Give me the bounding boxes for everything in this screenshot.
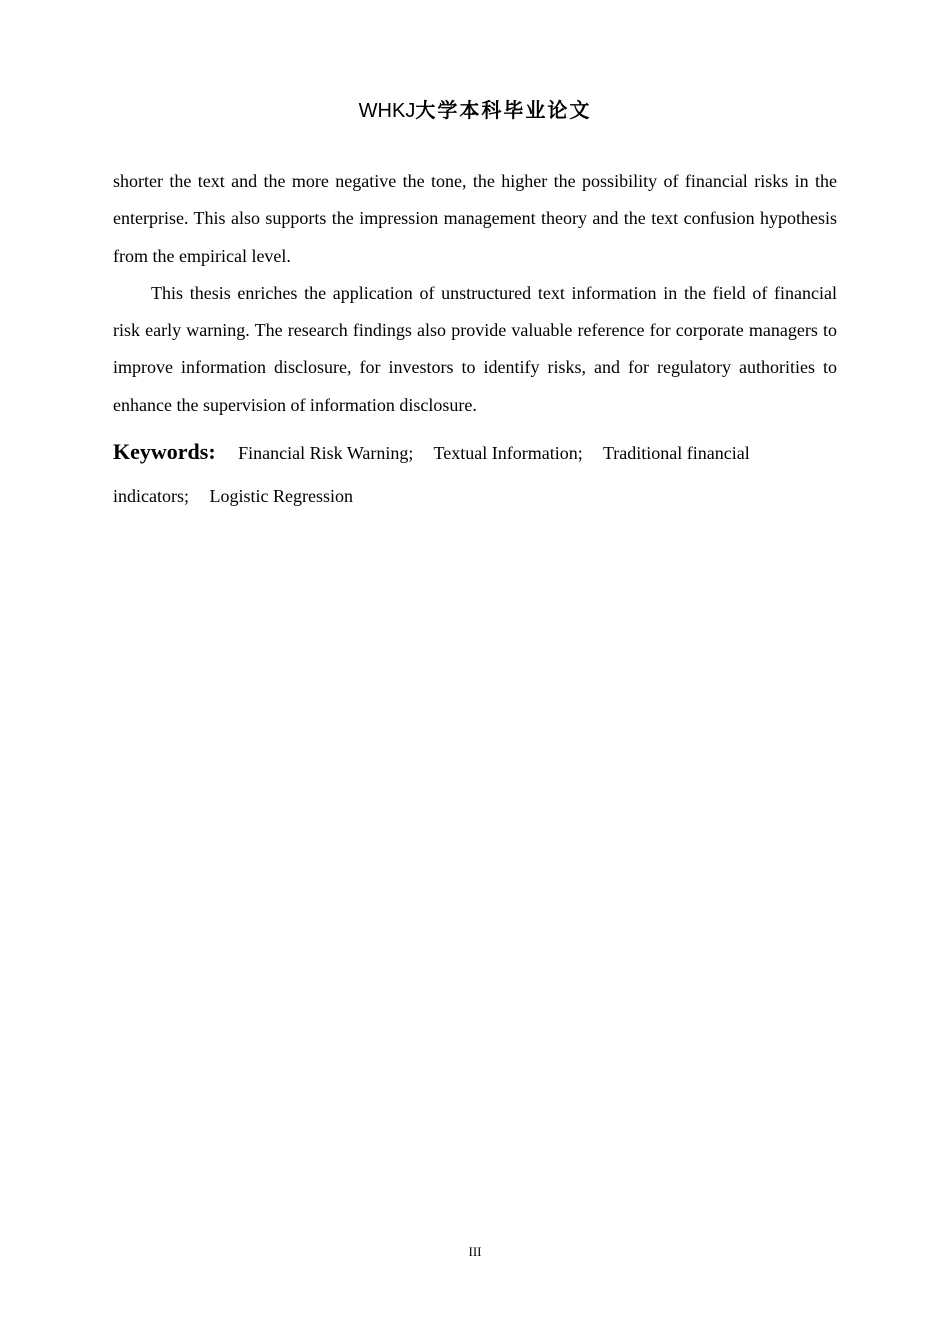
keyword-item: Logistic Regression: [209, 486, 353, 506]
keyword-item: Financial Risk Warning;: [238, 443, 414, 463]
abstract-paragraph-contribution: This thesis enriches the application of unstructured text information in the field of financial risk early warning. The research findings also provide valuable reference for corporate managers to improve information disclosure, for investors to identify risks, and for regulatory authorities to enhance the supervision of information disclosure.: [113, 282, 837, 415]
running-header: [0, 96, 950, 125]
keyword-item: Textual Information;: [433, 443, 583, 463]
keyword-item: Traditional financial indicators;: [113, 443, 750, 506]
page-number: III: [468, 1244, 482, 1259]
abstract-paragraph-continued: shorter the text and the more negative the tone, the higher the possibility of financial risks in the enterprise. This also supports the impression management theory and the text confusion hypothesis from the empirical level.: [113, 171, 837, 266]
header-thesis-title: 大学本科毕业论文: [415, 98, 592, 122]
header-university-code: WHKJ: [358, 100, 416, 122]
keywords-block: [113, 430, 837, 518]
abstract-body: [113, 163, 837, 424]
keywords-label: Keywords:: [113, 439, 216, 464]
